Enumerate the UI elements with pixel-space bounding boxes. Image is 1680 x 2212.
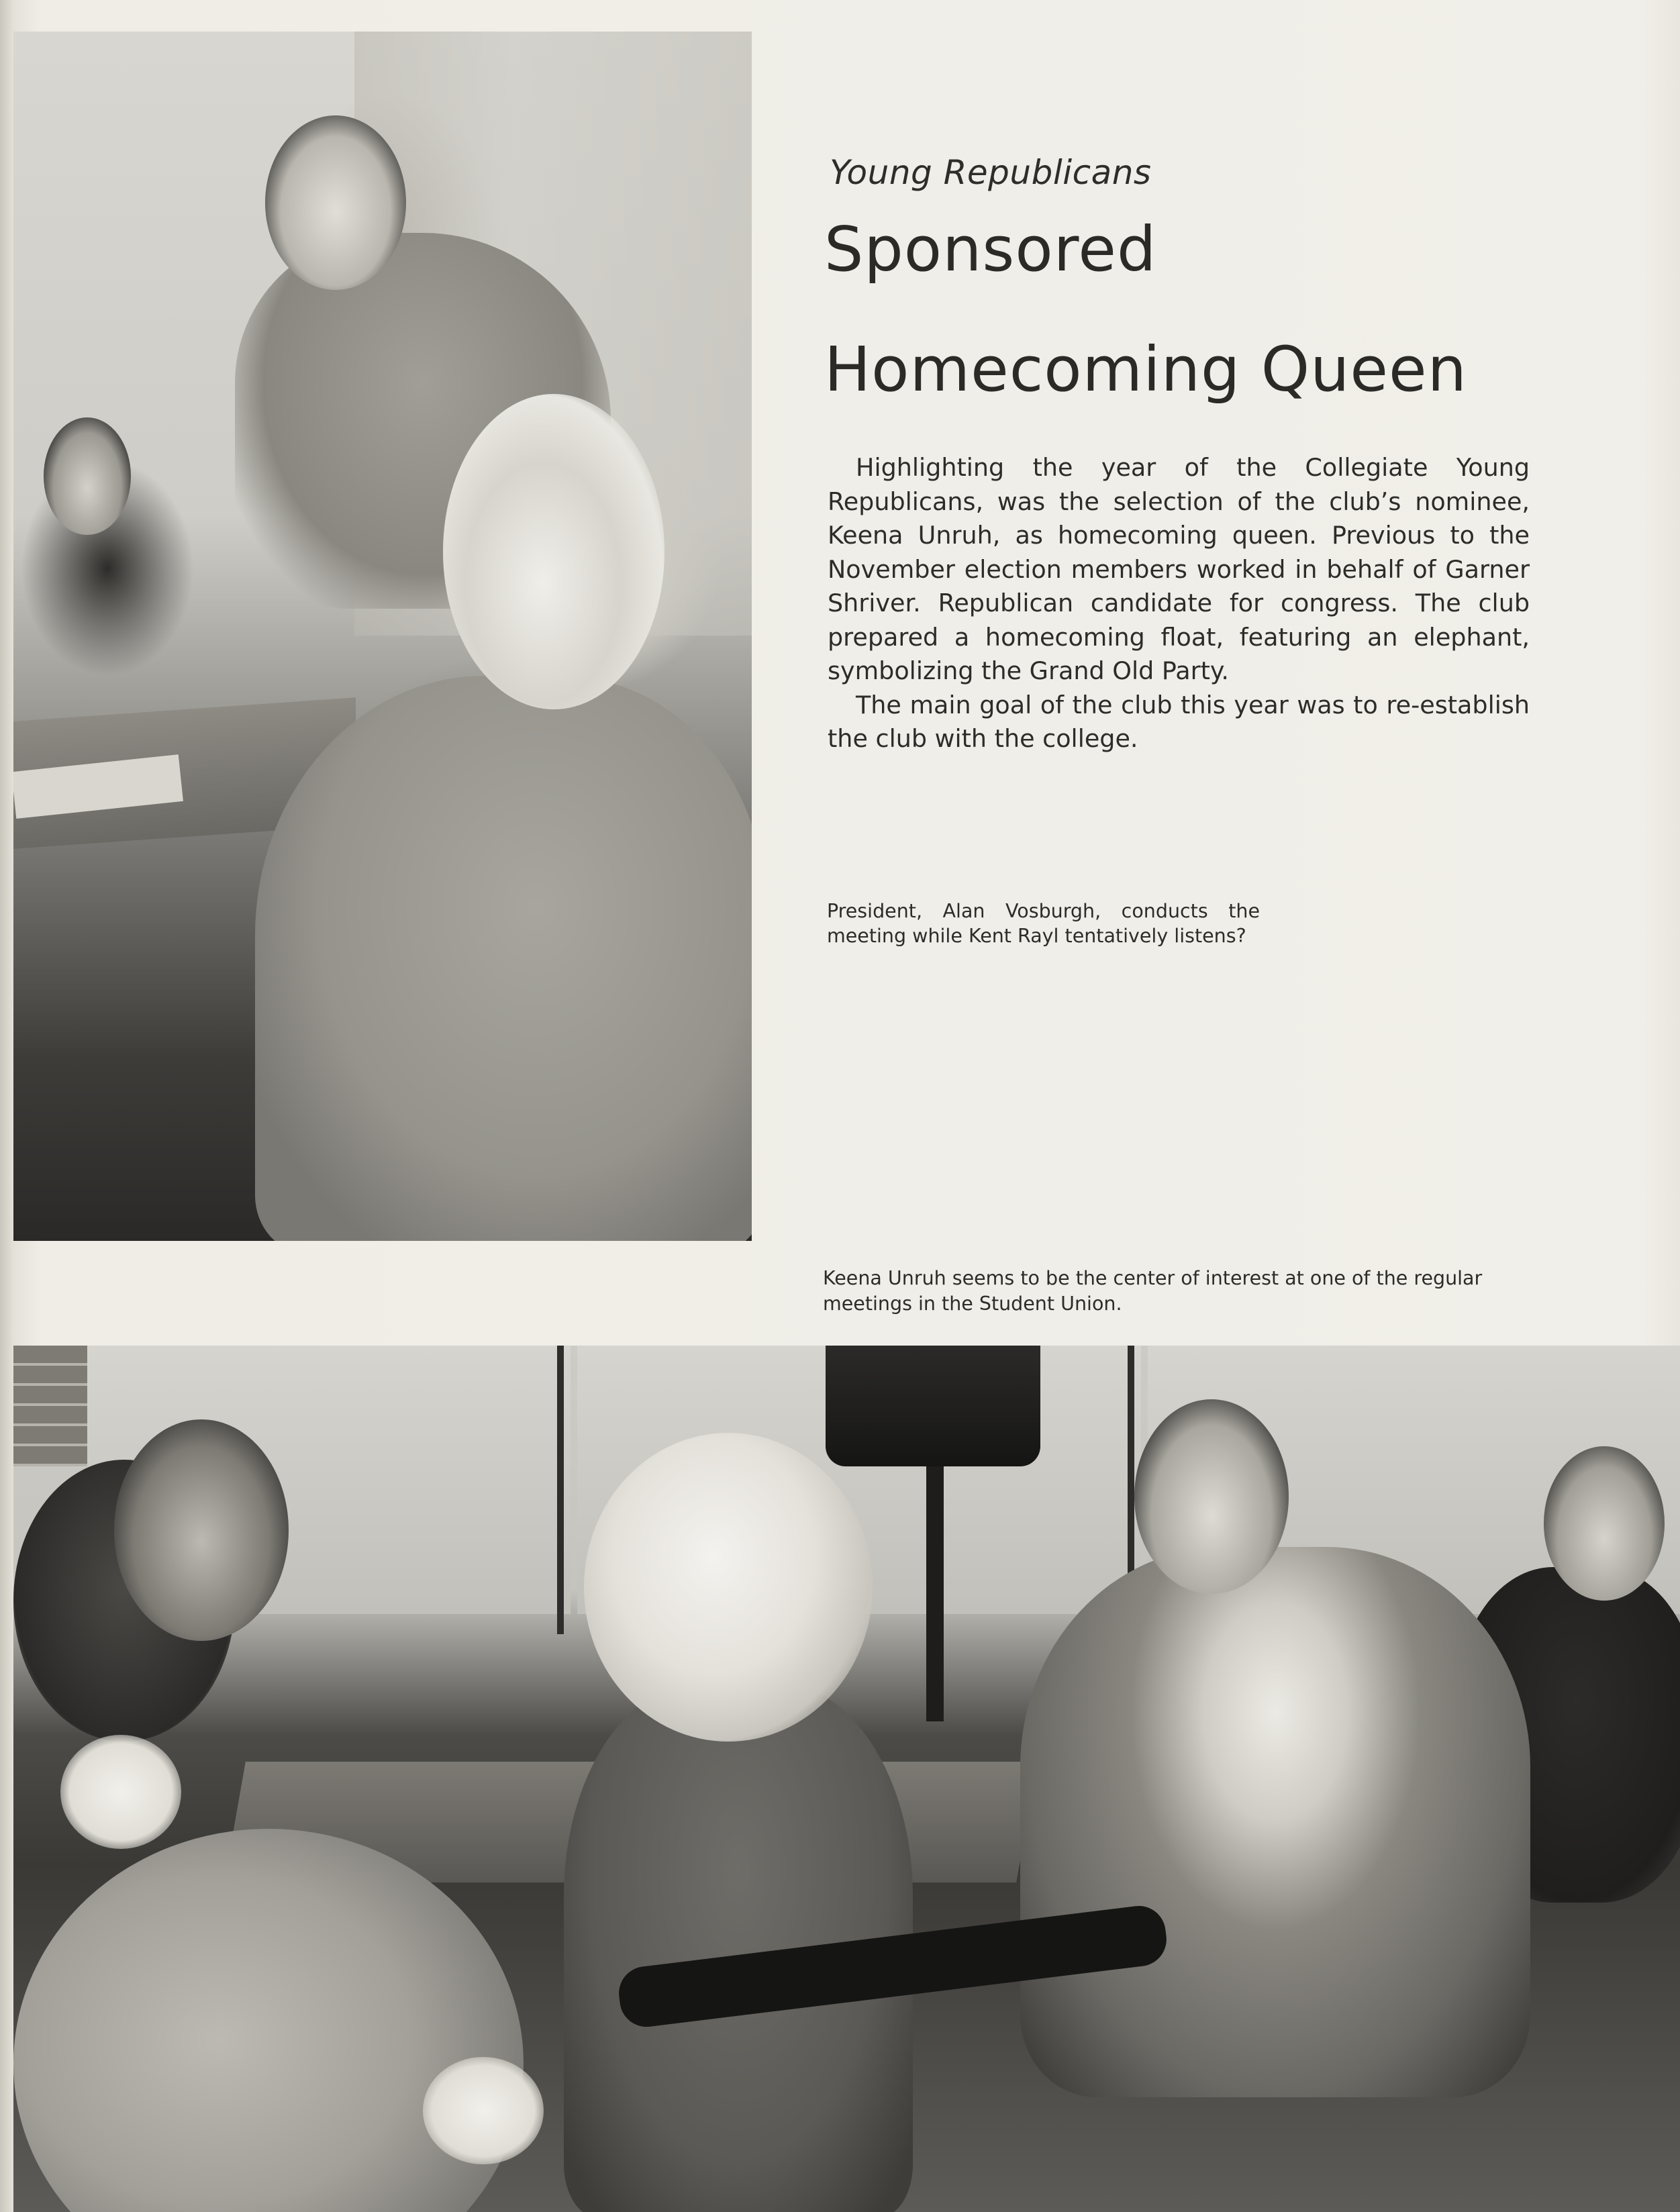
photo-hand xyxy=(60,1735,181,1849)
photo-person-glasses xyxy=(114,1419,289,1641)
article-kicker: Young Republicans xyxy=(830,153,1152,192)
bottom-photo-caption: Keena Unruh seems to be the center of interest at one of the regular meetings in the Student Union. xyxy=(823,1267,1483,1315)
photo-woman-hair xyxy=(584,1433,873,1742)
photo-head-foreground xyxy=(443,394,664,709)
article-paragraph: Highlighting the year of the Collegiate Young Republicans, was the selection of the club’s nominee, Keena Unruh, as homecoming queen. Previous to the November election members worked in behalf of Garner Shriver. Republican candidate for congress. The club prepared a homecoming float, featuring an elephant, symbolizing the Grand Old Party. xyxy=(828,453,1530,685)
photo-head-seated-left xyxy=(44,417,131,535)
top-photo-caption: President, Alan Vosburgh, conducts the meeting while Kent Rayl tentatively listens? xyxy=(827,900,1260,947)
photo-foreground-arm xyxy=(13,1829,524,2212)
photo-hand xyxy=(423,2057,544,2164)
photo-head-standing xyxy=(265,115,406,290)
headline-line-2: Homecoming Queen xyxy=(824,334,1467,405)
photo-person-right-head xyxy=(1544,1446,1665,1601)
photo-lampshade xyxy=(826,1346,1040,1466)
photo-person-center-head xyxy=(1134,1399,1289,1594)
photo-lamp-pole xyxy=(926,1466,944,1721)
photo-figure-foreground xyxy=(255,676,752,1241)
article-body xyxy=(828,451,1530,756)
meeting-photo-bottom xyxy=(13,1346,1680,2212)
article-paragraph: The main goal of the club this year was to re-establish the club with the college. xyxy=(828,690,1530,753)
headline-line-1: Sponsored xyxy=(824,213,1157,285)
photo-pillar xyxy=(557,1346,564,1634)
photo-person-center-body xyxy=(1020,1547,1530,2097)
meeting-photo-top xyxy=(13,32,752,1241)
photo-brick-wall xyxy=(13,1346,87,1466)
